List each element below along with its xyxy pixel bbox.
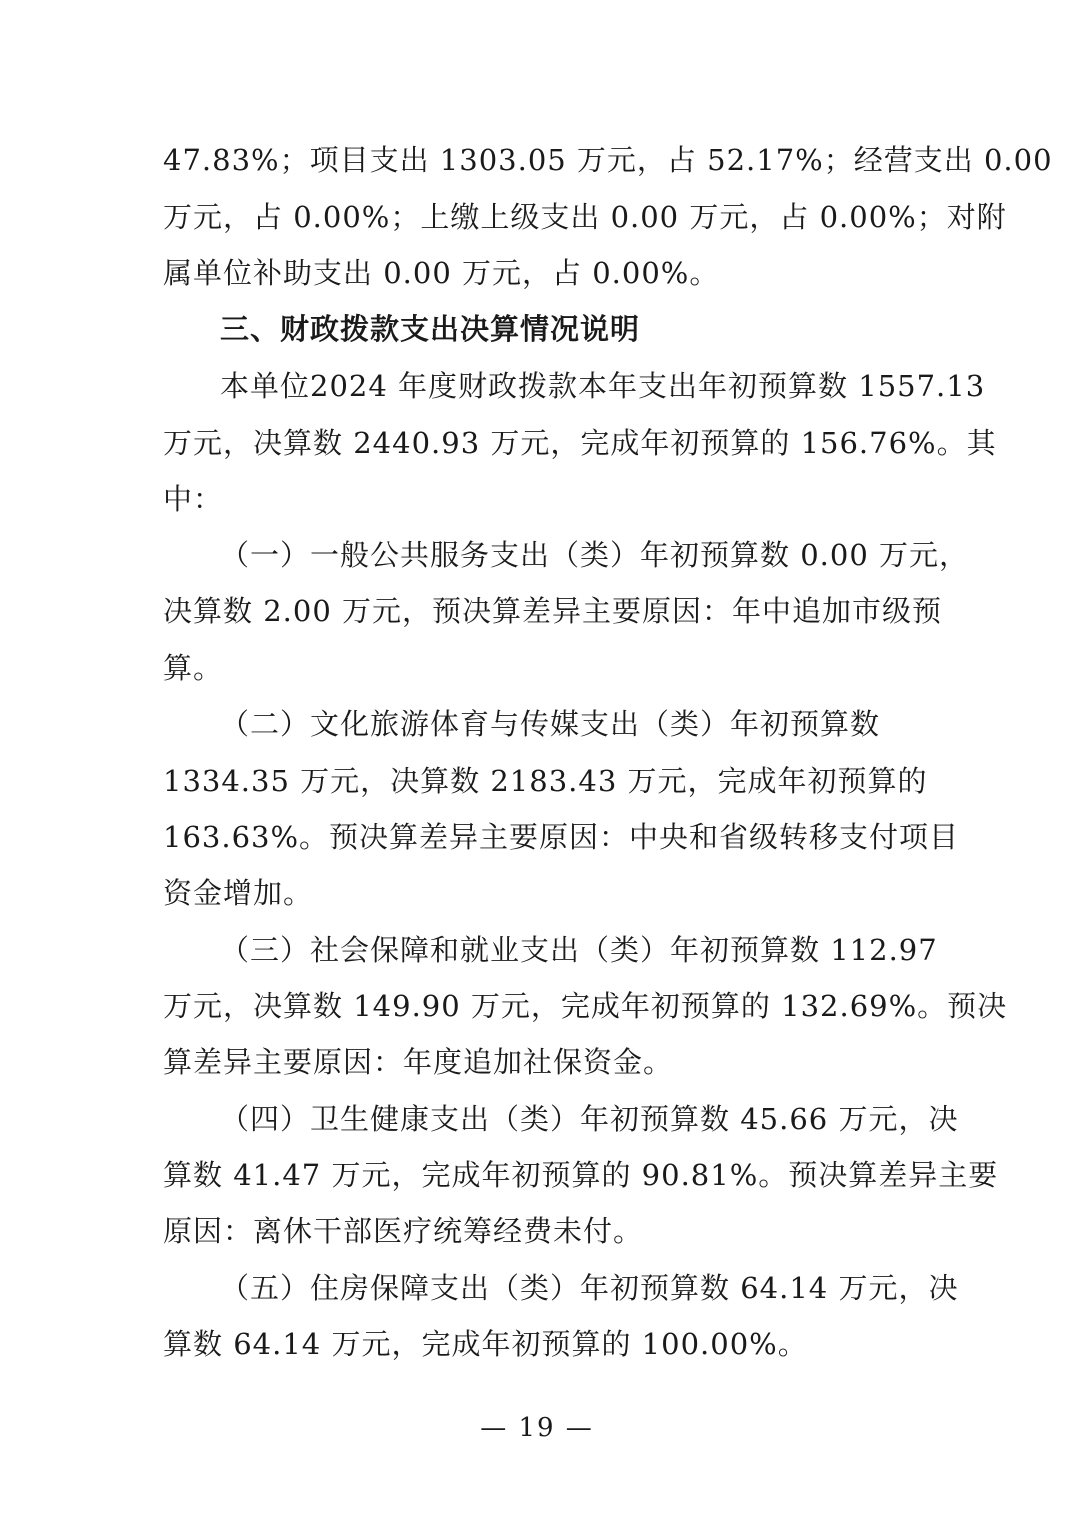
page-number: — 19 — [480, 1413, 594, 1443]
text-line: 1334.35 万元，决算数 2183.43 万元，完成年初预算的 [163, 764, 928, 798]
text-line: （二）文化旅游体育与传媒支出（类）年初预算数 [220, 707, 881, 741]
text-line: （三）社会保障和就业支出（类）年初预算数 112.97 [220, 933, 938, 967]
text-line: （一）一般公共服务支出（类）年初预算数 0.00 万元， [220, 538, 970, 572]
text-line: 万元，决算数 149.90 万元，完成年初预算的 132.69%。预决 [163, 989, 1008, 1023]
text-line: （四）卫生健康支出（类）年初预算数 45.66 万元，决 [220, 1102, 959, 1136]
text-line: 算数 41.47 万元，完成年初预算的 90.81%。预决算差异主要 [163, 1158, 999, 1192]
text-line: 算数 64.14 万元，完成年初预算的 100.00%。 [163, 1327, 808, 1361]
text-line: 属单位补助支出 0.00 万元，占 0.00%。 [163, 256, 720, 290]
section-heading: 三、财政拨款支出决算情况说明 [220, 312, 641, 346]
text-line: 资金增加。 [163, 876, 314, 910]
text-line: 本单位2024 年度财政拨款本年支出年初预算数 1557.13 [220, 369, 986, 403]
text-line: 万元，决算数 2440.93 万元，完成年初预算的 156.76%。其 [163, 426, 997, 460]
text-line: 决算数 2.00 万元，预决算差异主要原因：年中追加市级预 [163, 594, 943, 628]
text-line: 算差异主要原因：年度追加社保资金。 [163, 1045, 674, 1079]
text-line: 算。 [163, 651, 224, 685]
text-line: 万元，占 0.00%；上缴上级支出 0.00 万元，占 0.00%；对附 [163, 200, 1007, 234]
text-line: 163.63%。预决算差异主要原因：中央和省级转移支付项目 [163, 820, 960, 854]
text-line: 47.83%；项目支出 1303.05 万元，占 52.17%；经营支出 0.00 [163, 143, 1053, 177]
text-line: 中： [163, 482, 224, 516]
text-line: 原因：离休干部医疗统筹经费未付。 [163, 1214, 644, 1248]
text-line: （五）住房保障支出（类）年初预算数 64.14 万元，决 [220, 1271, 959, 1305]
